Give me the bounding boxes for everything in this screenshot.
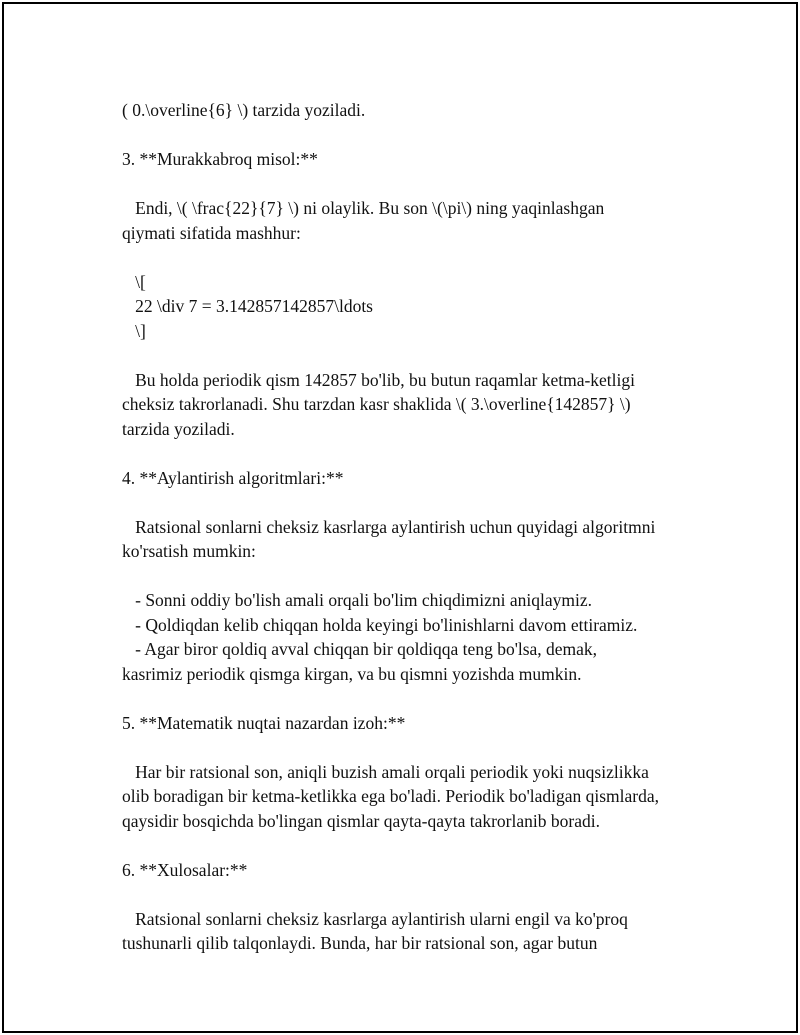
text-line: cheksiz takrorlanadi. Shu tarzdan kasr shaklida \( 3.\overline{142857} \): [122, 394, 631, 414]
formula-line: 22 \div 7 = 3.142857142857\ldots: [122, 296, 373, 316]
blank-line: [122, 172, 702, 197]
blank-line: [122, 245, 702, 270]
text-line: qiymati sifatida mashhur:: [122, 222, 301, 243]
section-heading: 4. **Aylantirish algoritmlari:**: [122, 467, 344, 488]
formula-line: \[: [122, 271, 146, 292]
section-heading: 3. **Murakkabroq misol:**: [122, 149, 318, 169]
blank-line: [122, 490, 702, 515]
page-frame: [2, 2, 798, 1033]
list-item: - Sonni oddiy bo'lish amali orqali bo'lim chiqdimizni aniqlaymiz.: [122, 590, 592, 610]
blank-line: [122, 882, 702, 907]
list-item: - Agar biror qoldiq avval chiqqan bir qoldiqqa teng bo'lsa, demak,: [122, 639, 598, 659]
blank-line: [122, 686, 702, 711]
blank-line: [122, 343, 702, 368]
text-line: Bu holda periodik qism 142857 bo'lib, bu butun raqamlar ketma-ketligi: [122, 369, 636, 390]
text-line: Ratsional sonlarni cheksiz kasrlarga aylantirish uchun quyidagi algoritmni: [122, 516, 656, 537]
text-line: Endi, \( \frac{22}{7} \) ni olaylik. Bu son \(\pi\) ning yaqinlashgan: [122, 198, 605, 218]
section-heading: 6. **Xulosalar:**: [122, 859, 248, 880]
section-heading: 5. **Matematik nuqtai nazardan izoh:**: [122, 712, 406, 733]
blank-line: [122, 123, 702, 148]
text-line: kasrimiz periodik qismga kirgan, va bu qismni yozishda mumkin.: [122, 663, 582, 684]
text-line: tushunarli qilib talqonlaydi. Bunda, har bir ratsional son, agar butun: [122, 933, 598, 953]
text-line: Ratsional sonlarni cheksiz kasrlarga aylantirish ularni engil va ko'proq: [122, 908, 628, 929]
blank-line: [122, 735, 702, 760]
text-line: olib boradigan bir ketma-ketlikka ega bo'ladi. Periodik bo'ladigan qismlarda,: [122, 786, 659, 806]
text-line: qaysidir bosqichda bo'lingan qismlar qayta-qayta takrorlanib boradi.: [122, 810, 600, 831]
text-line: tarzida yoziladi.: [122, 418, 235, 439]
blank-line: [122, 833, 702, 858]
blank-line: [122, 564, 702, 589]
text-line: ko'rsatish mumkin:: [122, 541, 256, 561]
text-line: ( 0.\overline{6} \) tarzida yoziladi.: [122, 100, 366, 120]
blank-line: [122, 441, 702, 466]
text-line: Har bir ratsional son, aniqli buzish amali orqali periodik yoki nuqsizlikka: [122, 761, 649, 782]
document-body: [122, 98, 702, 956]
list-item: - Qoldiqdan kelib chiqqan holda keyingi bo'linishlarni davom ettiramiz.: [122, 614, 638, 635]
formula-line: \]: [122, 320, 146, 341]
